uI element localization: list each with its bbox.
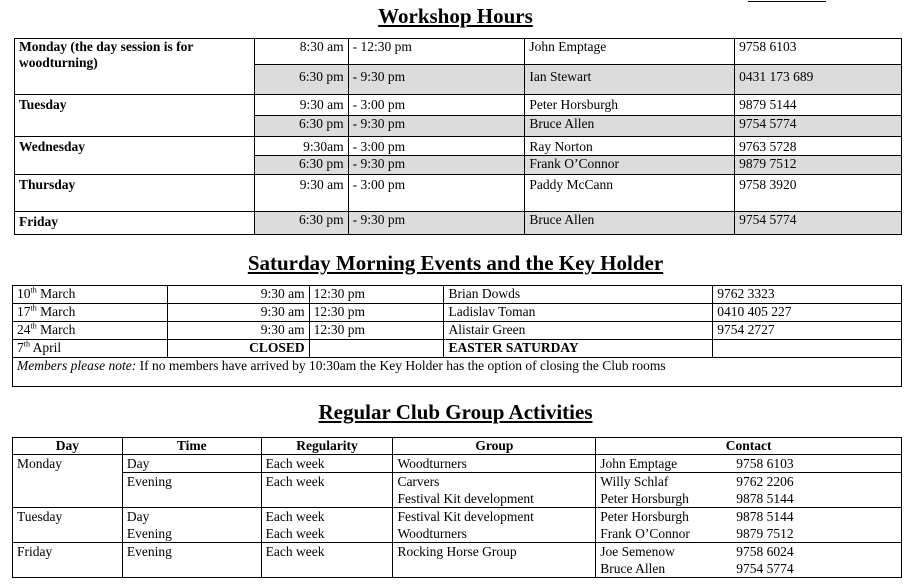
table-row [15,212,902,235]
activity-regularity: Each week [261,543,393,578]
table-row [15,175,902,212]
contact-name: Frank O’Connor [525,156,735,175]
end-time: - 3:00 pm [348,95,525,116]
activity-group: Woodturners [393,455,596,473]
key-holder-phone: 0410 405 227 [713,304,902,322]
start-time: 6:30 pm [254,212,348,235]
table-row [13,508,902,543]
contact-name: Ray Norton [525,137,735,156]
contact-name: Paddy McCann [525,175,735,212]
activity-contact: Willy Schlaf 9762 2206 Peter Horsburgh 9878 5144 [596,473,902,508]
activity-regularity: Each week [261,473,393,508]
start-time: 6:30 pm [254,116,348,137]
table-row [13,543,902,578]
activity-contact: Peter Horsburgh 9878 5144 Frank O’Connor 9879 7512 [596,508,902,543]
saturday-events-title: Saturday Morning Events and the Key Holder [247,251,664,275]
contact-name: John Emptage [525,39,735,65]
end-time: - 3:00 pm [348,137,525,156]
note-text: If no members have arrived by 10:30am the Key Holder has the option of closing the Club rooms [136,358,666,373]
start-time: 9:30am [254,137,348,156]
members-note [13,358,902,387]
activity-regularity: Each week [261,455,393,473]
contact-phone: 9754 5774 [735,116,902,137]
workshop-hours-table [14,38,902,235]
table-row [13,304,902,322]
end-time: 12:30 pm [309,322,444,340]
activity-day: Tuesday [13,508,123,543]
date-cell: 7th April [13,340,168,358]
day-cell: Wednesday [15,137,255,175]
end-time: - 12:30 pm [348,39,525,65]
contact-name: Ian Stewart [525,65,735,95]
date-cell: 10th March [13,286,168,304]
date-cell: 24th March [13,322,168,340]
header-day: Day [13,438,123,455]
corner-line [748,0,826,2]
workshop-hours-title: Workshop Hours [378,4,533,28]
header-regularity: Regularity [261,438,393,455]
table-row [13,455,902,473]
header-contact: Contact [596,438,902,455]
start-time: 8:30 am [254,39,348,65]
day-cell: Tuesday [15,95,255,137]
table-header-row [13,438,902,455]
table-row [13,473,902,508]
note-label: Members please note: [17,358,137,373]
table-row [13,286,902,304]
table-row [15,137,902,156]
activity-time: Evening [122,543,261,578]
contact-name: Peter Horsburgh [525,95,735,116]
activity-contact: John Emptage 9758 6103 [596,455,902,473]
contact-phone: 9879 5144 [735,95,902,116]
start-time: 9:30 am [167,322,309,340]
activity-regularity: Each week Each week [261,508,393,543]
end-time: 12:30 pm [309,286,444,304]
key-holder-name: Ladislav Toman [444,304,713,322]
activity-day: Friday [13,543,123,578]
date-cell: 17th March [13,304,168,322]
easter-saturday-label: EASTER SATURDAY [444,340,713,358]
key-holder-phone: 9754 2727 [713,322,902,340]
table-row [15,39,902,65]
activity-group: Carvers Festival Kit development [393,473,596,508]
start-time: 9:30 am [254,95,348,116]
contact-phone: 9758 6103 [735,39,902,65]
closed-label: CLOSED [167,340,309,358]
activity-group: Festival Kit development Woodturners [393,508,596,543]
header-time: Time [122,438,261,455]
activity-contact: Joe Semenow 9758 6024 Bruce Allen 9754 5774 [596,543,902,578]
start-time: 6:30 pm [254,156,348,175]
table-row [15,95,902,116]
end-time: 12:30 pm [309,304,444,322]
end-time: - 9:30 pm [348,156,525,175]
header-group: Group [393,438,596,455]
end-time: - 3:00 pm [348,175,525,212]
activity-day: Monday [13,455,123,508]
contact-phone: 9879 7512 [735,156,902,175]
start-time: 6:30 pm [254,65,348,95]
contact-name: Bruce Allen [525,212,735,235]
activity-time: Day Evening [122,508,261,543]
activity-group: Rocking Horse Group [393,543,596,578]
key-holder-name: Alistair Green [444,322,713,340]
day-cell: Thursday [15,175,255,212]
table-row [13,322,902,340]
day-cell: Friday [15,212,255,235]
contact-phone: 9754 5774 [735,212,902,235]
contact-phone: 0431 173 689 [735,65,902,95]
contact-phone: 9763 5728 [735,137,902,156]
table-row [13,358,902,387]
key-holder-phone [713,340,902,358]
contact-name: Bruce Allen [525,116,735,137]
contact-phone: 9758 3920 [735,175,902,212]
start-time: 9:30 am [167,286,309,304]
day-cell: Monday (the day session is for woodturning) [15,39,255,95]
end-time: - 9:30 pm [348,116,525,137]
club-activities-title: Regular Club Group Activities [318,400,593,424]
end-time [309,340,444,358]
key-holder-phone: 9762 3323 [713,286,902,304]
club-activities-table [12,437,902,578]
table-row [13,340,902,358]
start-time: 9:30 am [167,304,309,322]
end-time: - 9:30 pm [348,212,525,235]
saturday-events-table [12,285,902,387]
end-time: - 9:30 pm [348,65,525,95]
activity-time: Day [122,455,261,473]
activity-time: Evening [122,473,261,508]
start-time: 9:30 am [254,175,348,212]
key-holder-name: Brian Dowds [444,286,713,304]
